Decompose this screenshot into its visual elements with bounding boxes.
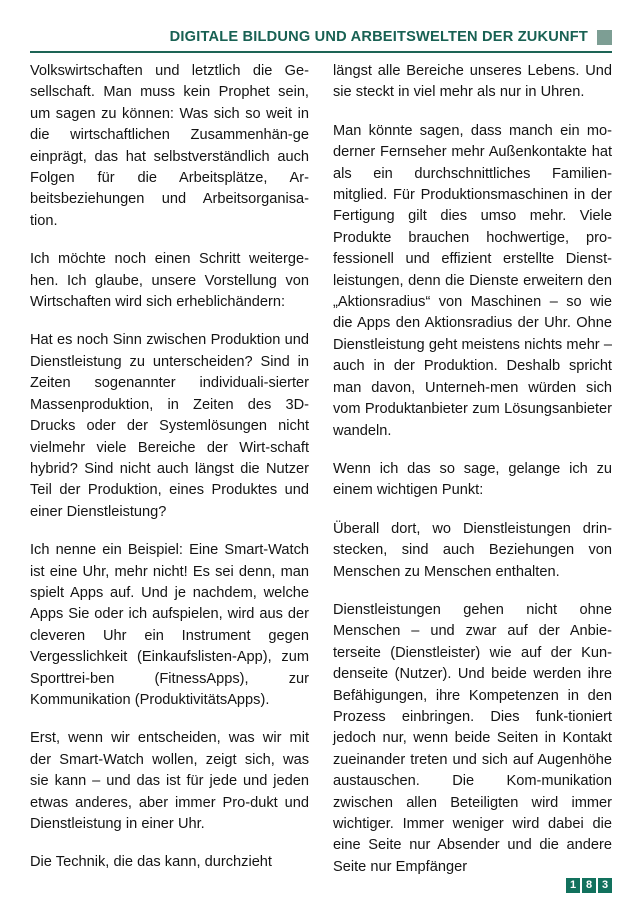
header-divider: [30, 51, 612, 53]
folio-digit: 1: [566, 878, 580, 893]
page-title: DIGITALE BILDUNG UND ARBEITSWELTEN DER ZUKUNFT: [169, 28, 588, 45]
folio-digit: 3: [598, 878, 612, 893]
paragraph: Dienstleistungen gehen nicht ohne Menschen – und zwar auf der Anbie-terseite (Dienstleister) wie auf der Kun-denseite (Nutzer). Und beide werden ihre Befähigungen, ihre Kompetenzen in den Prozess einbringen. Dies funk-tioniert jedoch nur, wenn beide Seiten in Kontakt zueinander treten und sich auf Augenhöhe austauschen. Die Kom-munikation zwischen allen Beteiligten wird immer wichtiger. Immer weniger wird dabei die eine Seite nur Absender und die andere Seite nur Empfänger: [333, 601, 612, 875]
paragraph: Ich möchte noch einen Schritt weiterge-hen. Ich glaube, unsere Vorstellung von Wirtschaften wird sich erheblichändern:: [30, 251, 309, 311]
column-left: [30, 61, 309, 878]
paragraph: Hat es noch Sinn zwischen Produktion und Dienstleistung zu unterscheiden? Sind in Zeiten sogenannter individuali-sierter Massenproduktion, in Zeiten des 3D-Drucks oder der Systemlösungen nicht vielmehr viele Bereiche der Wirt-schaft hybrid? Sind nicht auch längst die Nutzer Teil der Produktion, eines Produktes und einer Dienstleistung?: [30, 332, 309, 520]
paragraph: längst alle Bereiche unseres Lebens. Und sie steckt in viel mehr als nur in Uhren.: [333, 63, 612, 101]
column-right: [333, 61, 612, 878]
article-body: [30, 61, 612, 878]
paragraph: Erst, wenn wir entscheiden, was wir mit der Smart-Watch wollen, zeigt sich, was sie kann – und das ist für jede und jeden etwas anderes, aber immer Pro-dukt und Dienstleistung in einer Uhr.: [30, 730, 309, 832]
paragraph: Die Technik, die das kann, durchzieht: [30, 854, 272, 871]
running-header: [30, 26, 612, 48]
paragraph: Ich nenne ein Beispiel: Eine Smart-Watch ist eine Uhr, mehr nicht! Es sei denn, man spielt Apps auf. Und je nachdem, welche Apps Sie oder ich aufspielen, wird aus der cleveren Uhr ein Instrument gegen Vergesslichkeit (Einkaufslisten-App), zum Sporttrei-ben (FitnessApps), zur Kommunikation (ProduktivitätsApps).: [30, 542, 309, 708]
paragraph: Wenn ich das so sage, gelange ich zu einem wichtigen Punkt:: [333, 460, 612, 499]
paragraph: Überall dort, wo Dienstleistungen drin-stecken, sind auch Beziehungen von Menschen zu Menschen enthalten.: [333, 520, 612, 580]
page-number-folio: [566, 878, 612, 893]
header-square-icon: [597, 30, 612, 45]
paragraph: Man könnte sagen, dass manch ein mo-derner Fernseher mehr Außenkontakte hat als ein durchschnittliches Familien-mitglied. Für Produktionsmaschinen in der Fertigung gilt dies umso mehr. Viele Produkte brauchen hochwertige, pro-fessionell und effizient erstellte Dienst-leistungen, denn die Dienste erweitern den „Aktionsradius“ von Maschinen – so wie die Apps den Aktionsradius der Uhr. Ohne Dienstleistung geht meistens nichts mehr – auch in der Produktion. Deshalb spricht man davon, Unterneh-men würden sich vom Produktanbieter zum Lösungsanbieter wandeln.: [333, 122, 612, 439]
paragraph: Volkswirtschaften und letztlich die Ge-sellschaft. Man muss kein Prophet sein, um sagen zu können: Was sich so weit in die wirtschaftlichen Zusammenhän-ge einprägt, das hat selbstverständlich auch Folgen für die Arbeitsplätze, Ar-beitsbeziehungen und Arbeitsorganisa-tion.: [30, 63, 309, 229]
folio-digit: 8: [582, 878, 596, 893]
